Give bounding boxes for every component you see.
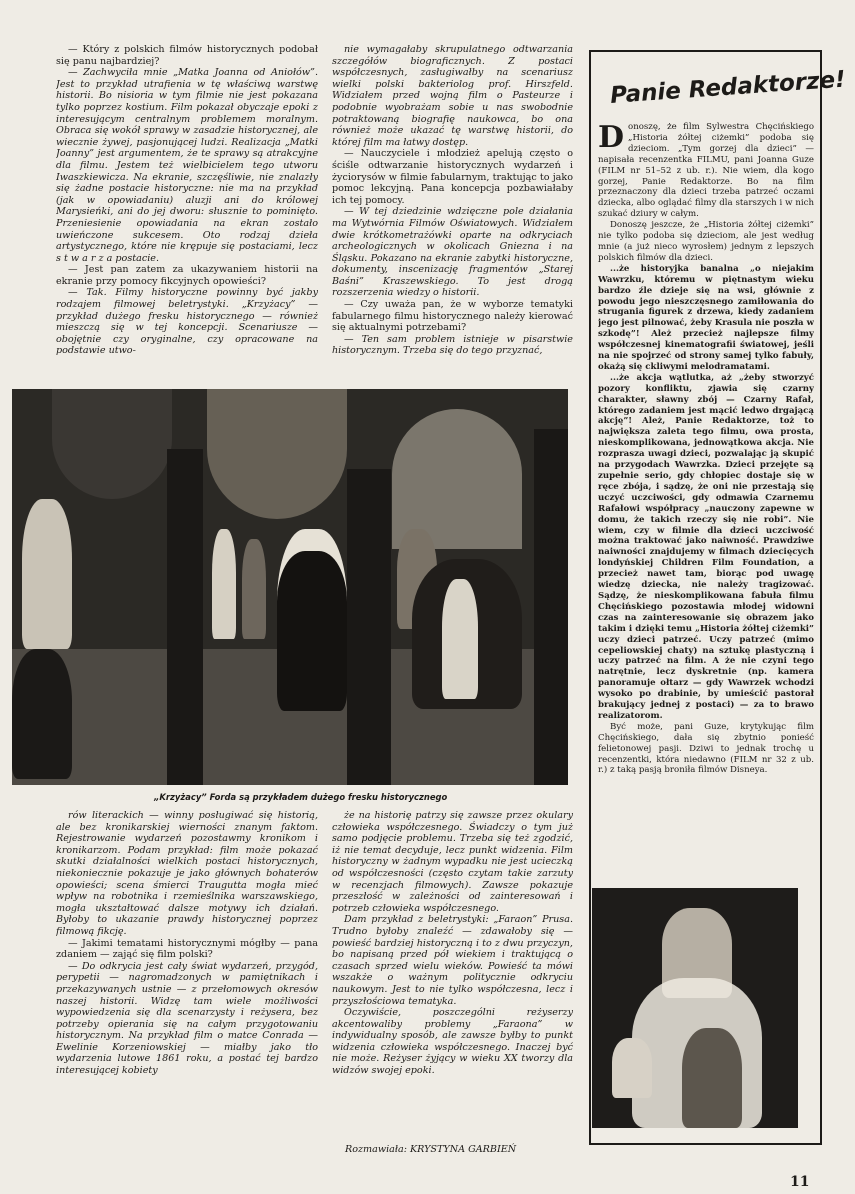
column-top-left bbox=[56, 44, 318, 382]
paragraph: Dam przykład z beletrystyki: „Faraon” Prusa. Trudno byłoby znaleźć — zdawałoby się — powieść bardziej historyczną i to z dwu przyczyn, bo napisaną przed pół wiekiem i traktującą o czasach sprzed wielu wieków. Powieść ta mówi wszakże o ważnym politycznie odkryciu naukowym. Jest to nie tylko współczesna, lecz i przyszłościowa tematyka. bbox=[332, 914, 573, 1007]
paragraph: — Czy uważa pan, że w wyborze tematyki fabularnego filmu historycznego należy kierować się aktualnymi potrzebami? bbox=[332, 299, 573, 334]
column-bottom-mid bbox=[332, 810, 573, 1140]
letter-paragraph-text: onoszę, że film Sylwestra Chęcińskiego „Historia żółtej ciżemki” podoba się dzieciom. „Tym gorzej dla dzieci” — napisała recenzentka FILMU, pani Joanna Guze (FILM nr 51–52 z ub. r.). Nie wiem, dla kogo gorzej, Panie Redaktorze. Bo na film przeznaczony dla dzieci trzeba patrzeć oczami dziecka, albo oglądać filmy dla starszych i w nich szukać dziury w całym. bbox=[598, 122, 814, 220]
column-top-right bbox=[332, 44, 573, 382]
letter-text bbox=[598, 122, 814, 902]
letter-paragraph: ...że historyjka banalna „o niejakim Wawrzku, któremu w piętnastym wieku bardzo źle dzieje się na wsi, głównie z powodu jego nieszczęsnego zamiłowania do strugania figurek z drzewa, kiedy zadaniem jego jest pilnować, żeby Krasula nie poszła w szkodę”! Ależ przecież najlepsze filmy współczesnej kinematografii światowej, jeśli na nie spojrzeć od strony samej tylko fabuły, okażą się ckliwymi melodramatami. bbox=[598, 263, 814, 372]
paragraph: — Do odkrycia jest cały świat wydarzeń, przygód, perypetii — nagromadzonych w pamiętnikach i przekazywanych ustnie — z przełomowych okresów naszej historii. Widzę tam wiele możliwości wypowiedzenia się dla scenarzysty i reżysera, bez potrzeby opierania się na całym przygotowaniu historycznym. Na przykład film o matce Conrada — Ewelinie Korzeniowskiej — miałby jako tło wydarzenia lutowe 1861 roku, a postać tej bardzo interesującej kobiety bbox=[56, 960, 318, 1077]
paragraph: rów literackich — winny posługiwać się historią, ale bez kronikarskiej wierności znanym faktom. Rejestrowanie wydarzeń pozostawmy kronikom i kronikarzom. Podam przykład: film może pokazać skutki działalności wielkich postaci historycznych, niekoniecznie pokazuje je jako głównych bohaterów opowieści; scena śmierci Traugutta mogła mieć wpływ na robotnika i rzemieślnika warszawskiego, mogła ukształtować dalsze motywy ich działań. Byłoby to ukazanie prawdy historycznej poprzez filmową fikcję. bbox=[56, 810, 318, 937]
column-bottom-left bbox=[56, 810, 318, 1170]
film-still-krzyzacy bbox=[12, 389, 568, 785]
paragraph: — Jakimi tematami historycznymi mógłby — pana zdaniem — zająć się film polski? bbox=[56, 937, 318, 961]
paragraph: Oczywiście, poszczególni reżyserzy akcentowaliby problemy „Faraona” w indywidualny sposób, ale zawsze byłby to punkt widzenia człowieka współczesnego. Inaczej być nie może. Reżyser żyjący w wieku XX tworzy dla widzów swojej epoki. bbox=[332, 1007, 573, 1077]
paragraph: że na historię patrzy się zawsze przez okulary człowieka współczesnego. Świadczy o tym już samo podjęcie problemu. Trzeba się też zgodzić, iż nie temat decyduje, lecz punkt widzenia. Film historyczny w żadnym wypadku nie jest ucieczką od współczesności (często czytam takie zarzuty w recenzjach filmowych). Zawsze pokazuje przeszłość w zależności od zainteresowań i potrzeb człowieka współczesnego. bbox=[332, 810, 573, 914]
photo-caption: „Krzyżacy” Forda są przykładem dużego fresku historycznego bbox=[154, 792, 448, 802]
letter-paragraph bbox=[598, 122, 814, 220]
letters-title: Panie Redaktorze! bbox=[609, 66, 847, 109]
paragraph: — Tak. Filmy historyczne powinny być jakby rodzajem filmowej beletrystyki. „Krzyżacy” — przykład dużego fresku historycznego — również mieszczą się w tej koncepcji. Scenariusze — obojętnie czy oryginalne, czy opracowane na podstawie utwo- bbox=[56, 287, 318, 357]
paragraph: nie wymagałaby skrupulatnego odtwarzania szczegółów biograficznych. Z postaci współczesnych, zasługiwałby na scenariusz wielki polski bakteriolog prof. Hirszfeld. Widziałem przed wojną film o Pasteurze i podobnie wyobrażam sobie u nas swobodnie potraktowaną biografię naukowca, bo ona również może ukazać tę warstwę historii, do której film ma łatwy dostęp. bbox=[332, 44, 573, 148]
paragraph: — Nauczyciele i młodzież apelują często o ściśle odtwarzanie historycznych wydarzeń i życiorysów w filmie fabularnym, traktując to jako pomoc lekcyjną. Pana koncepcja pozbawiałaby ich tej pomocy. bbox=[332, 148, 573, 206]
film-still-zolta-cizemka bbox=[592, 888, 798, 1128]
paragraph: — W tej dziedzinie wdzięczne pole działania ma Wytwórnia Filmów Oświatowych. Widziałem dwie krótkometrażówki oparte na odkryciach archeologicznych w okolicach Gniezna i na Śląsku. Pokazano na ekranie zabytki historyczne, dokumenty, inscenizację fragmentów „Starej Baśni” Kraszewskiego. To jest drogą rozszerzenia wiedzy o historii. bbox=[332, 206, 573, 299]
letter-paragraph: ...że akcja wątlutka, aż „żeby stworzyć pozory konfliktu, zjawia się czarny charakter, sławny zbój — Czarny Rafał, którego zadaniem jest mącić ledwo drgającą akcję”! Ależ, Panie Redaktorze, toż to największa zaleta tego filmu, owa prosta, nieskomplikowana, jednowątkowa akcja. Nie rozprasza uwagi dzieci, pozwalając ją skupić na przygodach Wawrzka. Dzieci przejęte są zupełnie serio, gdy chłopiec dostaje się w ręce zbója, i sądzę, że oni nie przestają się uczyć uczciwości, gdy odmawia Czarnemu Rafałowi współpracy „nauczony zapewne w domu, że takich rzeczy się nie robi”. Nie wiem, czy w filmie dla dzieci uczciwość można traktować jako naiwność. Prawdziwe naiwności znajdujemy w filmach dziecięcych londyńskiej Children Film Foundation, a przecież nawet tam, biorąc pod uwagę wiedzę dziecka, nie należy tragizować. Sądzę, że nieskomplikowana fabuła filmu Chęcińskiego pozostawia młodej widowni czas na zainteresowanie się obrazem jako takim i dzięki temu „Historia żółtej ciżemki” uczy dzieci patrzeć. Uczy patrzeć (mimo cepeliowskiej chaty) na sztukę plastyczną i uczy patrzeć na film. A że nie czyni tego natrętnie, lecz dyskretnie (np. kamera panoramuje ołtarz — gdy Wawrzek wchodzi wysoko po drabinie, by umieścić pastorał brakujący jednej z postaci) — za to brawo realizatorom. bbox=[598, 372, 814, 721]
paragraph: — Ten sam problem istnieje w pisarstwie historycznym. Trzeba się do tego przyznać, bbox=[332, 333, 573, 357]
page-number: 11 bbox=[790, 1174, 810, 1190]
paragraph: — Który z polskich filmów historycznych podobał się panu najbardziej? bbox=[56, 44, 318, 67]
paragraph: — Jest pan zatem za ukazywaniem historii na ekranie przy pomocy fikcyjnych opowieści? bbox=[56, 264, 318, 287]
letter-paragraph: Być może, pani Guze, krytykując film Chęcińskiego, dała się zbytnio ponieść felietonowej pasji. Dziwi to jednak trochę u recenzentki, która niedawno (FILM nr 32 z ub. r.) z taką pasją broniła filmów Disneya. bbox=[598, 721, 814, 776]
paragraph: — Zachwyciła mnie „Matka Joanna od Aniołów”. Jest to przykład utrafienia w tę właściwą warstwę historii. Bo nisioria w tym filmie nie jest pokazana tylko poprzez kostium. Film pokazał obyczaje epoki z interesującym centralnym problemem moralnym. Obraca się wokół sprawy w zasadzie historycznej, ale wiecznie żywej, pasjonującej ludzi. Realizacja „Matki Joanny” jest argumentem, że te sprawy są atrakcyjne dla filmu. Jestem też wielbicielem tego utworu Iwaszkiewicza. Na ekranie, szczęśliwie, nie znalazły się żadne postacie historyczne: nie ma na przykład (jak w opowiadaniu) aluzji ani do królowej Marysieńki, ani do jej dworu: słusznie to pominięto. Przeniesienie opowiadania na ekran zostało uwieńczone sukcesem. Oto rodzaj dzieła artystycznego, które nie krępuje się postaciami, lecz s t w a r z a postacie. bbox=[56, 67, 318, 264]
drop-cap: D bbox=[598, 122, 625, 155]
letter-paragraph: Donoszę jeszcze, że „Historia żółtej ciżemki” nie tylko podoba się dzieciom, ale jest według mnie (a już nieco wyrosłem) jednym z lepszych polskich filmów dla dzieci. bbox=[598, 220, 814, 263]
interview-credit: Rozmawiała: KRYSTYNA GARBIEŃ bbox=[345, 1144, 517, 1155]
